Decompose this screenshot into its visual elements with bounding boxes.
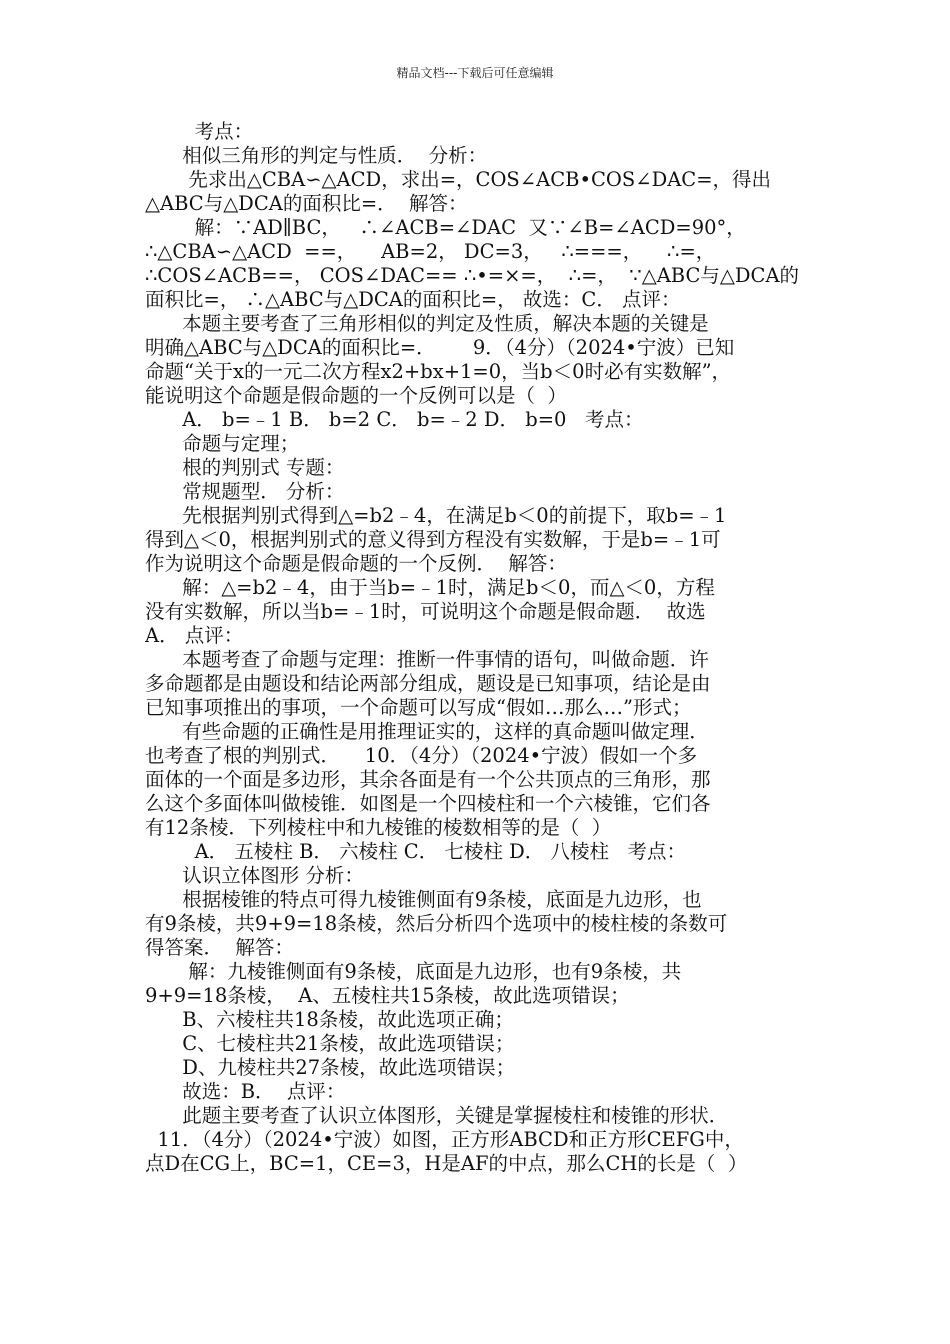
text-line: 有12条棱．下列棱柱中和九棱锥的棱数相等的是（ ） (145, 816, 612, 839)
text-line: 有9条棱，共9+9=18条棱，然后分析四个选项中的棱柱棱的条数可 (145, 912, 728, 935)
text-line: 先根据判别式得到△=b2﹣4，在满足b＜0的前提下，取b=﹣1 (145, 504, 727, 527)
text-line: 命题“关于x的一元二次方程x2+bx+1=0，当b＜0时必有实数解”， (145, 360, 732, 383)
text-line: 本题考查了命题与定理：推断一件事情的语句，叫做命题．许 (145, 648, 709, 671)
page-header: 精品文档---下载后可任意编辑 (396, 66, 554, 80)
text-line: 根据棱锥的特点可得九棱锥侧面有9条棱，底面是九边形，也 (145, 888, 702, 911)
text-line: 作为说明这个命题是假命题的一个反例． 解答： (145, 552, 567, 575)
text-line: △ABC与△DCA的面积比=． 解答： (145, 192, 468, 215)
document-body (145, 120, 810, 1176)
text-line: A． 五棱柱 B． 六棱柱 C． 七棱柱 D． 八棱柱 考点： (145, 840, 687, 863)
text-line: A． b=﹣1 B． b=2 C． b=﹣2 D． b=0 考点： (145, 408, 644, 431)
text-line: 解：∵AD∥BC， ∴∠ACB=∠DAC 又∵∠B=∠ACD=90°， (145, 216, 746, 239)
text-line: 根的判别式 专题： (145, 456, 345, 479)
text-line: C、七棱柱共21条棱，故此选项错误； (145, 1032, 515, 1055)
text-line: 11．（4分）（2024•宁波）如图，正方形ABCD和正方形CEFG中， (145, 1128, 744, 1151)
text-line: 先求出△CBA∽△ACD，求出=，COS∠ACB•COS∠DAC=，得出 (145, 168, 772, 191)
text-line: 已知事项推出的事项，一个命题可以写成“假如…那么…”形式； (145, 696, 692, 719)
text-line: 有些命题的正确性是用推理证实的，这样的真命题叫做定理． (145, 720, 709, 743)
text-line: 解：九棱锥侧面有9条棱，底面是九边形，也有9条棱，共 (145, 960, 682, 983)
text-line: 相似三角形的判定与性质． 分析： (145, 144, 488, 167)
text-line: 面积比=， ∴△ABC与△DCA的面积比=， 故选：C． 点评： (145, 288, 681, 311)
text-line: 常规题型． 分析： (145, 480, 345, 503)
text-line: 故选：B． 点评： (145, 1080, 346, 1103)
text-line: ∴△CBA∽△ACD ==， AB=2， DC=3， ∴===， ∴=， (145, 240, 716, 263)
text-line: 明确△ABC与△DCA的面积比=． 9．（4分）（2024•宁波）已知 (145, 336, 735, 359)
text-line: ∴COS∠ACB==， COS∠DAC== ∴•=×=， ∴=， ∵△ABC与△DCA的 (145, 264, 800, 287)
text-line: 考点： (145, 120, 254, 143)
text-line: D、九棱柱共27条棱，故此选项错误； (145, 1056, 516, 1079)
text-line: 此题主要考查了认识立体图形，关键是掌握棱柱和棱锥的形状． (145, 1104, 729, 1127)
text-line: 也考查了根的判别式． 10．（4分）（2024•宁波）假如一个多 (145, 744, 698, 767)
text-line: 没有实数解，所以当b=﹣1时，可说明这个命题是假命题． 故选 (145, 600, 706, 623)
text-line: 能说明这个命题是假命题的一个反例可以是（ ） (145, 384, 567, 407)
text-line: 么这个多面体叫做棱锥．如图是一个四棱柱和一个六棱锥，它们各 (145, 792, 711, 815)
text-line: 解：△=b2﹣4，由于当b=﹣1时，满足b＜0，而△＜0，方程 (145, 576, 715, 599)
text-line: 本题主要考查了三角形相似的判定及性质，解决本题的关键是 (145, 312, 709, 335)
text-line: 多命题都是由题设和结论两部分组成，题设是已知事项，结论是由 (145, 672, 711, 695)
text-line: 得到△＜0，根据判别式的意义得到方程没有实数解，于是b=﹣1可 (145, 528, 721, 551)
text-line: 9+9=18条棱， A、五棱柱共15条棱，故此选项错误； (145, 984, 630, 1007)
text-line: 面体的一个面是多边形，其余各面是有一个公共顶点的三角形，那 (145, 768, 711, 791)
text-line: B、六棱柱共18条棱，故此选项正确； (145, 1008, 514, 1031)
text-line: 认识立体图形 分析： (145, 864, 364, 887)
text-line: A． 点评： (145, 624, 244, 647)
text-line: 得答案． 解答： (145, 936, 294, 959)
text-line: 命题与定理； (145, 432, 300, 455)
text-line: 点D在CG上，BC=1，CE=3，H是AF的中点，那么CH的长是（ ） (145, 1152, 748, 1175)
